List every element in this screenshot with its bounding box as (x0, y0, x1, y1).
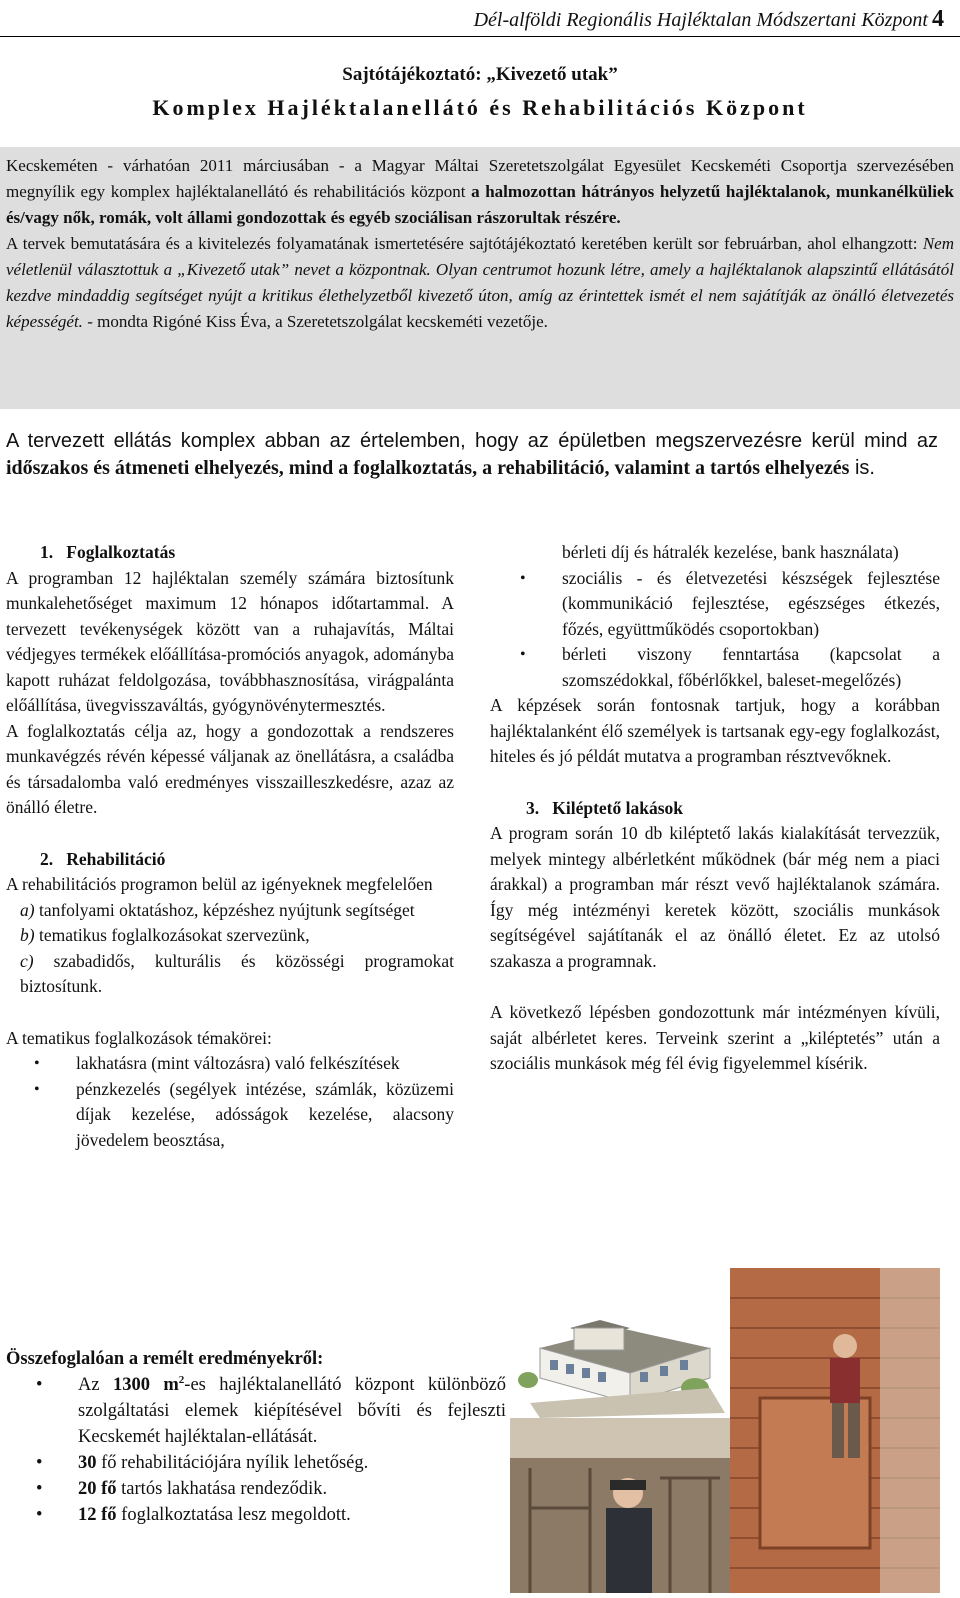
item-text: szabadidős, kulturális és közösségi programokat biztosítunk. (20, 950, 454, 996)
press-release-box (0, 147, 960, 409)
summary-heading: Összefoglalóan a remélt eredményekről: (6, 1349, 324, 1369)
page-header (0, 6, 944, 33)
page-number: 4 (932, 6, 944, 32)
topics-intro: A tematikus foglalkozások témakörei: (6, 1027, 272, 1048)
item-text: fő rehabilitációjára nyílik lehetőség. (96, 1453, 369, 1473)
intro-bold: időszakos és átmeneti elhelyezés, mind a foglalkoztatás, a rehabilitáció, valamint a tartós elhelyezés (6, 457, 850, 479)
section-3-paragraph-1: A program során 10 db kiléptető lakás kialakítását tervezzük, melyek mintegy albérletként működnek (bár még nem a piaci árakkal) a programban már részt vevő hajléktalanok számára. Így még intézményi keretek között, szociális munkások segítségével sajátítanák el az önálló életet. Ez az utolsó szakasza a programnak. (490, 823, 940, 971)
item-text: Az (78, 1375, 113, 1395)
left-column (6, 540, 454, 1153)
intro-text: is. (849, 457, 875, 479)
item-text: foglalkoztatása lesz megoldott. (116, 1505, 351, 1525)
list-item: • bérleti viszony fenntartása (kapcsolat a szomszédokkal, főbérlőkkel, baleset-megelőzés) (562, 642, 940, 693)
item-letter: c) (20, 950, 34, 971)
header-title: Dél-alföldi Regionális Hajléktalan Módszertani Központ (473, 9, 928, 31)
training-paragraph: A képzések során fontosnak tartjuk, hogy a korábban hajléktalanként élő személyek is tartsanak egy-egy foglalkozást, hiteles és jó példát mutatva a programban résztvevőknek. (490, 695, 940, 766)
section-2-paragraph-1: A rehabilitációs programon belül az igényeknek megfelelően (6, 874, 433, 894)
section-1-heading: 1. Foglalkoztatás (40, 542, 176, 562)
press-title: Sajtótájékoztató: „Kivezető utak” (342, 64, 618, 85)
right-column (490, 540, 940, 1077)
item-text: tematikus foglalkozásokat szervezünk, (34, 925, 310, 945)
list-item (78, 1502, 506, 1528)
area-superscript: 2 (178, 1373, 185, 1386)
section-1-paragraph-1: A programban 12 hajléktalan személy számára biztosítunk munkalehetőséget maximum 12 hónapos időtartammal. A tervezett tevékenységek között van a ruhajavítás, Máltai védjegyes termékek előállítása-promóciós anyagok, adományba kapott ruházat feldolgozása, továbbhasznosítása, virágpalánta előállítása, üvegvisszaváltás, gyógynövénytermesztés. (6, 567, 454, 715)
list-item: • lakhatásra (mint változásra) való felkészítések (76, 1051, 454, 1077)
item-text: -es hajléktalanellátó központ különböző szolgáltatási elemek kiépítésével bővíti és fejleszti Kecskemét hajléktalan-ellátását. (78, 1375, 506, 1447)
topics-list (6, 1051, 454, 1153)
intro-text: A tervezett ellátás komplex abban az értelemben, hogy az épületben megszervezésre kerül mind az (6, 430, 938, 452)
topics-continuation: bérleti díj és hátralék kezelése, bank használata) (562, 542, 899, 562)
press-paragraph-1 (0, 147, 960, 231)
item-text: tartós lakhatása rendeződik. (116, 1479, 328, 1499)
area-value: 1300 m (112, 1375, 179, 1395)
list-item: • pénzkezelés (segélyek intézése, számlák, közüzemi díjak kezelése, adósságok kezelése, alacsony jövedelem beosztása, (76, 1077, 454, 1154)
summary-list (6, 1372, 506, 1528)
section-2-item-c (6, 949, 454, 1000)
press-text: A tervek bemutatására és a kivitelezés folyamatának ismertetésére sajtótájékoztató keretében került sor februárban, ahol elhangzott: (6, 234, 923, 253)
section-2-heading: 2. Rehabilitáció (40, 848, 166, 869)
section-3-paragraph-2: A következő lépésben gondozottunk már intézményen kívüli, saját albérletet keres. Terveink szerint a „kiléptetés” után a szociális munkások még fél évig figyelemmel kísérik. (490, 1002, 940, 1073)
main-title: Komplex Hajléktalanellátó és Rehabilitációs Központ (152, 95, 808, 120)
photo-collage (510, 1268, 940, 1593)
interior-ceiling (510, 1418, 730, 1458)
section-1-paragraph-2: A foglalkoztatás célja az, hogy a gondozottak a rendszeres munkavégzés révén képessé váljanak az önellátásra, a családba és társadalomba való eredményes visszailleszkedésre, azaz az önálló életre. (6, 720, 454, 817)
press-target-groups: a halmozottan hátrányos helyzetű hajléktalanok, munkanélküliek és/vagy nők, romák, volt állami gondozottak és egyéb szociálisan rászorultak részére. (6, 182, 954, 227)
item-letter: b) (20, 925, 35, 945)
list-item (78, 1476, 506, 1502)
section-2-item-a (6, 898, 454, 924)
summary-section (6, 1346, 506, 1528)
intro-paragraph (6, 428, 938, 482)
count-value: 30 (78, 1453, 97, 1473)
window-light (880, 1268, 940, 1593)
section-3-heading: 3. Kiléptető lakások (526, 797, 684, 818)
item-letter: a) (20, 899, 35, 920)
list-item (78, 1450, 506, 1476)
list-item (78, 1372, 506, 1450)
item-text: tanfolyami oktatáshoz, képzéshez nyújtunk segítséget (34, 899, 415, 920)
section-2-item-b (6, 923, 454, 949)
header-divider (0, 36, 960, 37)
count-value: 20 fő (78, 1479, 117, 1499)
press-attribution: - mondta Rigóné Kiss Éva, a Szeretetszolgálat kecskeméti vezetője. (82, 312, 548, 331)
press-text: Kecskeméten - várhatóan 2011 márciusában - a Magyar Máltai Szeretetszolgálat Egyesület Kecskeméti Csoportja szervezésében megnyílik egy komplex hajléktalanellátó és rehabilitációs központ (6, 156, 954, 201)
count-value: 12 fő (78, 1505, 117, 1525)
press-quote: Nem véletlenül választottuk a „Kivezető utak” nevet a központnak. Olyan centrumot hozunk létre, amely a hajléktalanok alapszintű ellátásától kezdve mindaddig segítséget nyújt a kritikus élethelyzetből kivezető úton, amíg az érintettek ismét el nem sajátítják az önálló életvezetés képességét. (6, 234, 954, 331)
press-paragraph-2 (0, 231, 960, 335)
list-item: • szociális - és életvezetési készségek fejlesztése (kommunikáció fejlesztése, egészséges étkezés, főzés, együttműködés csoportokban) (562, 566, 940, 643)
photo-illustration (510, 1268, 940, 1593)
topics-list-continued (490, 566, 940, 694)
